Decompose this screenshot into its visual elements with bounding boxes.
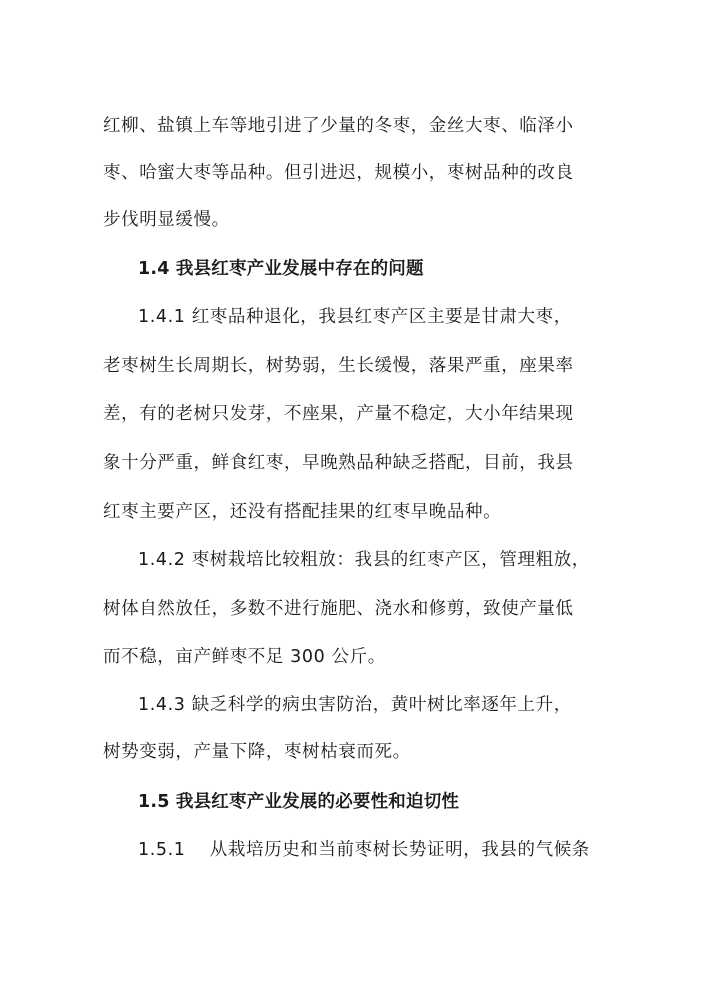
paragraph-line: 1.4.2 枣树栽培比较粗放：我县的红枣产区，管理粗放， — [138, 550, 590, 570]
paragraph-line: 红柳、盐镇上车等地引进了少量的冬枣，金丝大枣、临泽小 — [103, 116, 574, 136]
section-heading-1-5: 1.5 我县红枣产业发展的必要性和迫切性 — [138, 792, 460, 812]
paragraph-line: 树体自然放任，多数不进行施肥、浇水和修剪，致使产量低 — [103, 599, 574, 619]
paragraph-line: 象十分严重，鲜食红枣，早晚熟品种缺乏搭配，目前，我县 — [103, 453, 574, 473]
paragraph-line: 1.5.1 从栽培历史和当前枣树长势证明，我县的气候条 — [138, 840, 590, 860]
paragraph-line: 差，有的老树只发芽，不座果，产量不稳定，大小年结果现 — [103, 404, 574, 424]
paragraph-line: 1.4.3 缺乏科学的病虫害防治，黄叶树比率逐年上升， — [138, 695, 572, 715]
paragraph-line: 红枣主要产区，还没有搭配挂果的红枣早晚品种。 — [103, 502, 502, 522]
section-heading-1-4: 1.4 我县红枣产业发展中存在的问题 — [138, 259, 424, 279]
paragraph-line: 步伐明显缓慢。 — [103, 210, 230, 230]
paragraph-line: 枣、哈蜜大枣等品种。但引进迟，规模小，枣树品种的改良 — [103, 163, 574, 183]
paragraph-line: 树势变弱，产量下降，枣树枯衰而死。 — [103, 742, 411, 762]
paragraph-line: 而不稳，亩产鲜枣不足 300 公斤。 — [103, 647, 386, 667]
paragraph-line: 1.4.1 红枣品种退化，我县红枣产区主要是甘肃大枣， — [138, 307, 572, 327]
paragraph-line: 老枣树生长周期长，树势弱，生长缓慢，落果严重，座果率 — [103, 356, 574, 376]
